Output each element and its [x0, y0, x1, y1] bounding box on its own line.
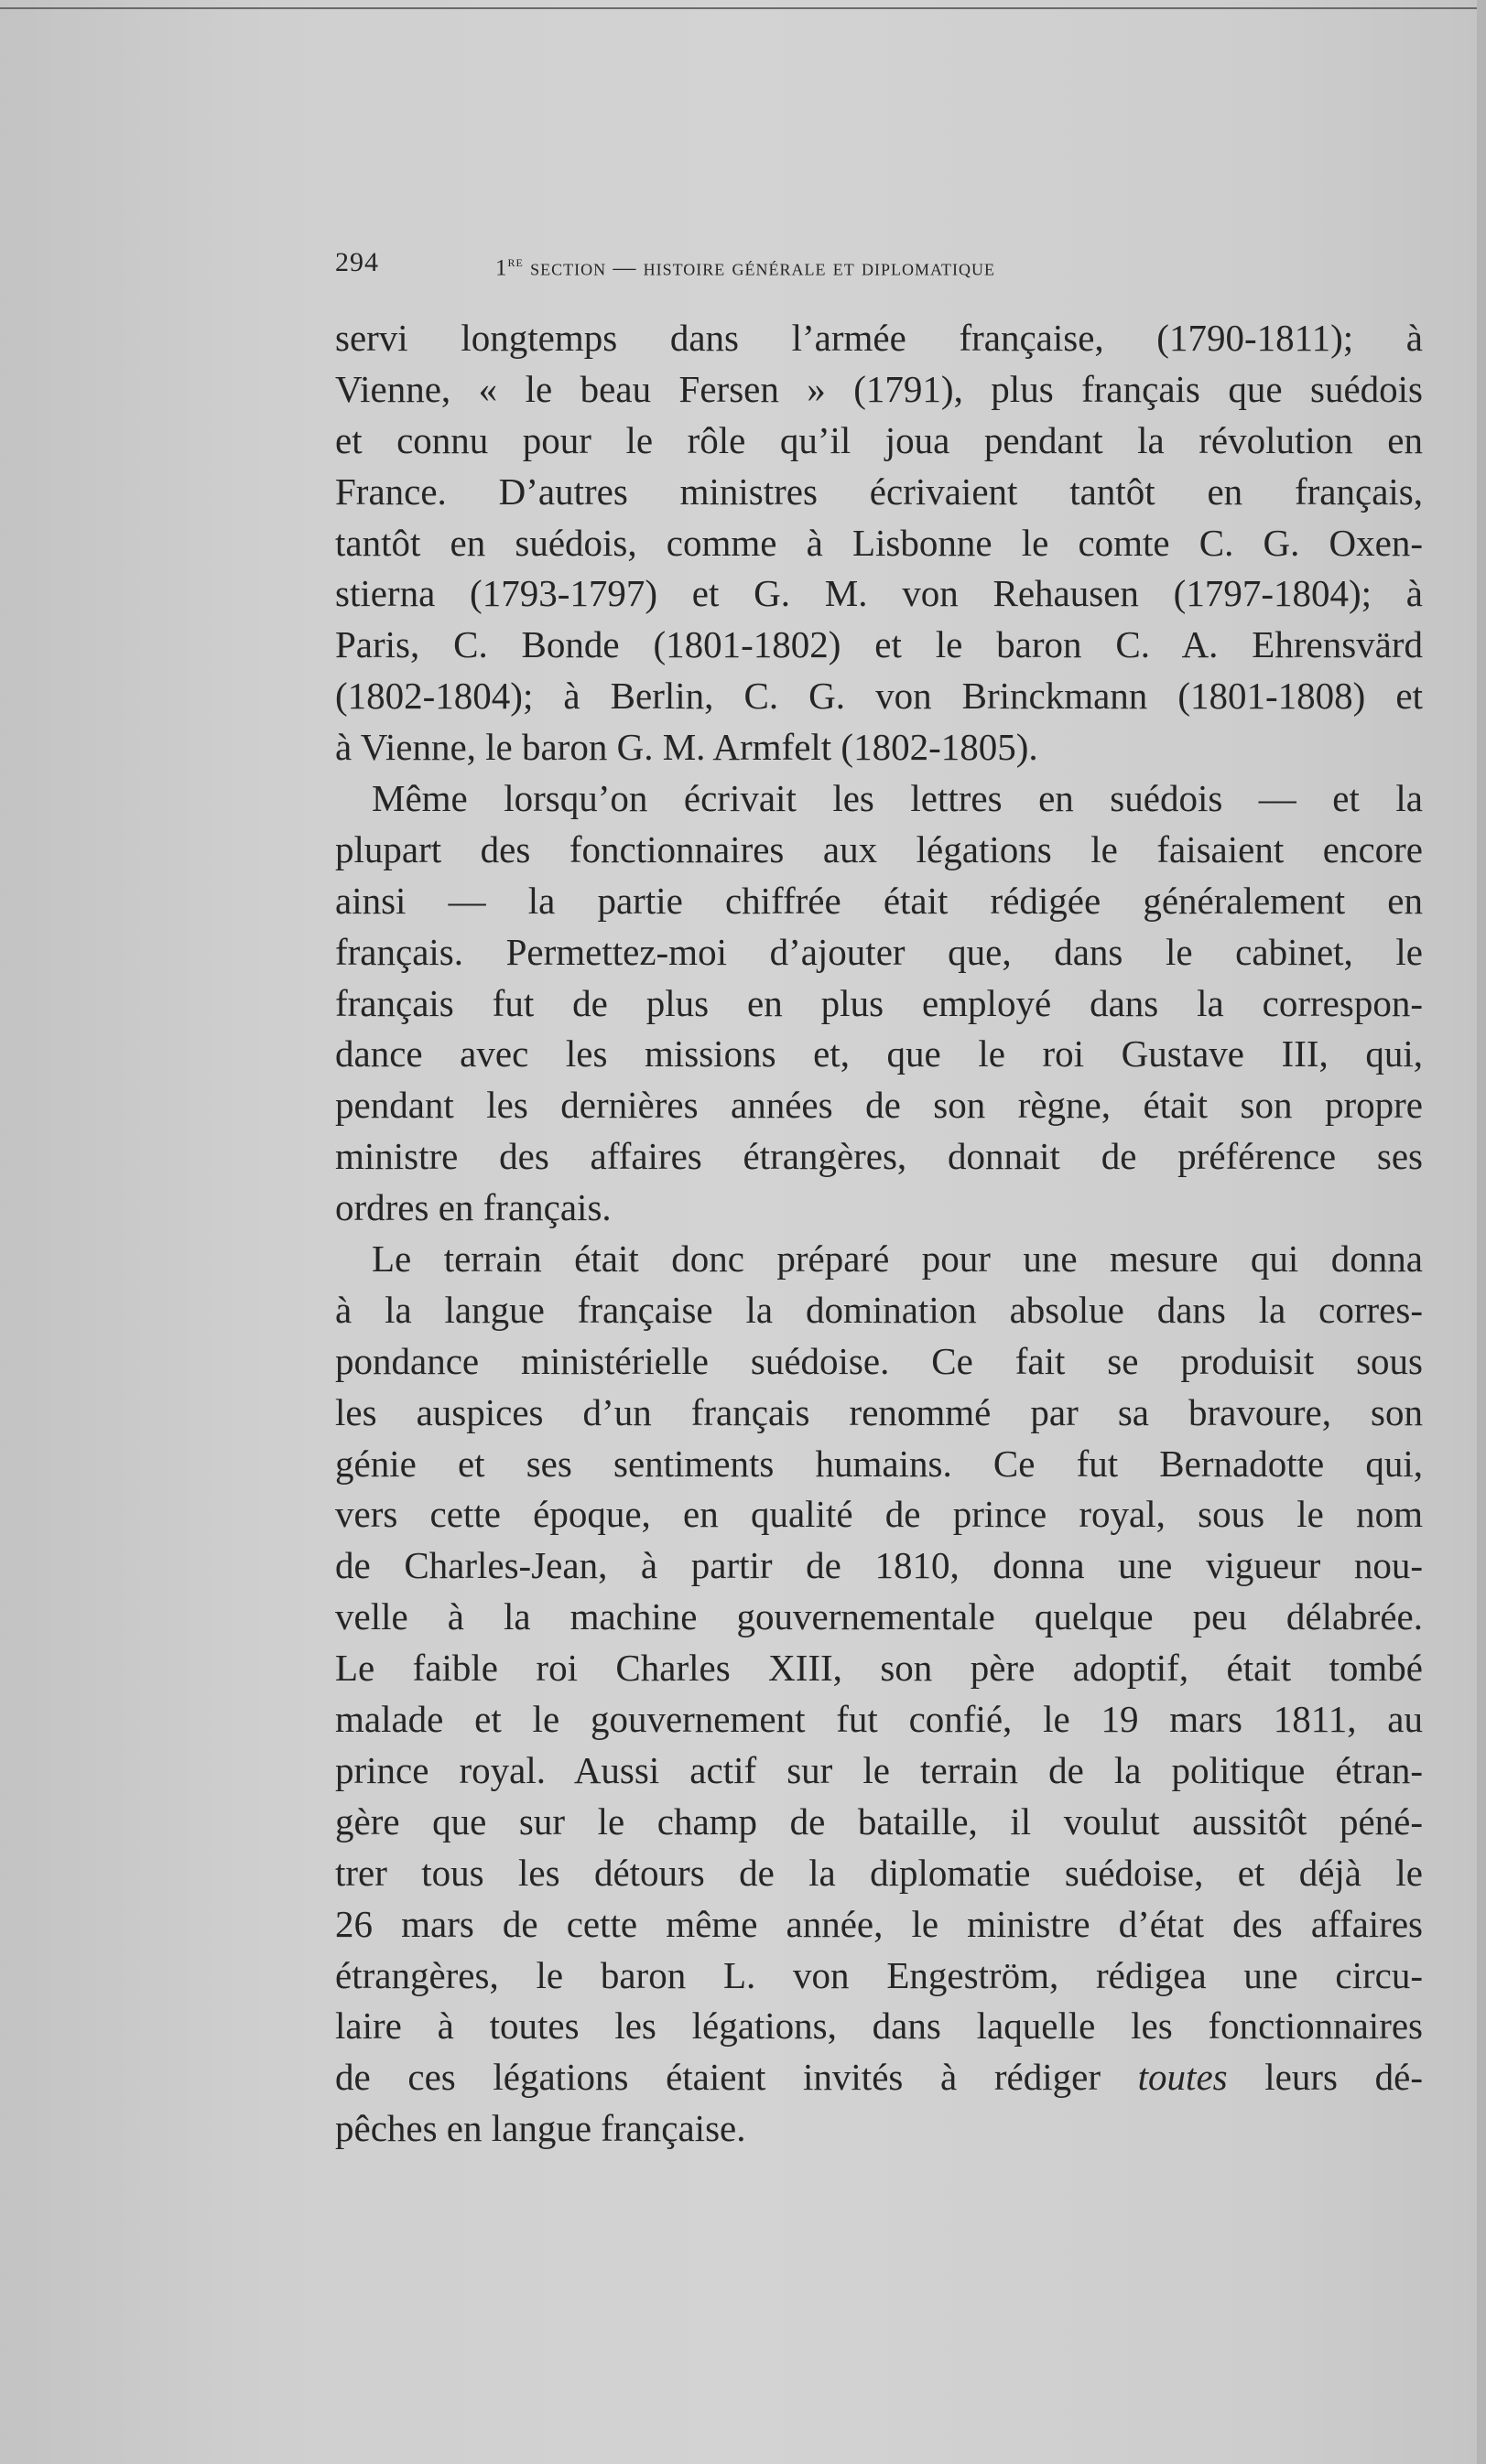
text-line: ministre des affaires étrangères, donnait de préférence ses [335, 1135, 1423, 1178]
text-line: pondance ministérielle suédoise. Ce fait se produisit sous [335, 1339, 1423, 1382]
italic-word: toutes [1137, 2056, 1228, 2099]
page-header [335, 247, 1425, 287]
text-line: et connu pour le rôle qu’il joua pendant la révolution en [335, 418, 1423, 461]
text-line: à Vienne, le baron G. M. Armfelt (1802-1805). [335, 726, 1038, 769]
page-number: 294 [335, 247, 379, 277]
page-edge [1477, 0, 1486, 2464]
text-line: dance avec les missions et, que le roi Gustave III, qui, [335, 1032, 1423, 1075]
text-line-with-italic [335, 2052, 1423, 2103]
section-ordinal-sup: re [507, 253, 524, 270]
text-segment: de ces légations étaient invités à rédiger [335, 2056, 1101, 2099]
text-line: Le faible roi Charles XIII, son père adoptif, était tombé [335, 1647, 1423, 1690]
text-line: français. Permettez-moi d’ajouter que, dans le cabinet, le [335, 930, 1423, 973]
text-line: laire à toutes les légations, dans laquelle les fonctionnaires [335, 2005, 1423, 2048]
text-line: vers cette époque, en qualité de prince royal, sous le nom [335, 1493, 1423, 1536]
text-line: trer tous les détours de la diplomatie suédoise, et déjà le [335, 1851, 1423, 1894]
text-line: ordres en français. [335, 1186, 612, 1229]
text-line: pêches en langue française. [335, 2107, 746, 2150]
paragraph-start-line: Même lorsqu’on écrivait les lettres en suédois — et la [372, 777, 1423, 820]
text-line: France. D’autres ministres écrivaient tantôt en français, [335, 470, 1423, 513]
text-line: prince royal. Aussi actif sur le terrain de la politique étran- [335, 1748, 1423, 1791]
body-text [335, 313, 1423, 2155]
text-line: de Charles-Jean, à partir de 1810, donna une vigueur nou- [335, 1544, 1423, 1587]
text-line: (1802-1804); à Berlin, C. G. von Brinckmann (1801-1808) et [335, 675, 1423, 718]
section-ordinal: 1 [495, 255, 508, 281]
text-line: à la langue française la domination absolue dans la corres- [335, 1288, 1423, 1331]
text-line: génie et ses sentiments humains. Ce fut Bernadotte qui, [335, 1442, 1423, 1485]
text-line: stierna (1793-1797) et G. M. von Rehausen (1797-1804); à [335, 572, 1423, 615]
text-line: servi longtemps dans l’armée française, (1790-1811); à [335, 317, 1423, 359]
text-line: étrangères, le baron L. von Engeström, rédigea une circu- [335, 1953, 1423, 1996]
text-line: les auspices d’un français renommé par sa bravoure, son [335, 1390, 1423, 1433]
text-line: ainsi — la partie chiffrée était rédigée généralement en [335, 879, 1423, 922]
text-line: malade et le gouvernement fut confié, le 19 mars 1811, au [335, 1698, 1423, 1741]
text-line: Vienne, « le beau Fersen » (1791), plus français que suédois [335, 367, 1423, 410]
text-line: français fut de plus en plus employé dans la correspon- [335, 981, 1423, 1024]
text-line: Paris, C. Bonde (1801-1802) et le baron C. A. Ehrensvärd [335, 623, 1423, 666]
text-line: 26 mars de cette même année, le ministre d’état des affaires [335, 1902, 1423, 1945]
top-rule [0, 7, 1486, 9]
text-line: tantôt en suédois, comme à Lisbonne le comte C. G. Oxen- [335, 521, 1423, 564]
running-title-text: section — histoire générale et diplomatique [530, 255, 995, 281]
text-line: velle à la machine gouvernementale quelque peu délabrée. [335, 1595, 1423, 1638]
text-line: gère que sur le champ de bataille, il voulut aussitôt péné- [335, 1799, 1423, 1843]
text-segment: leurs dé- [1264, 2056, 1423, 2099]
paragraph-start-line: Le terrain était donc préparé pour une mesure qui donna [372, 1237, 1423, 1281]
text-line: pendant les dernières années de son règne, était son propre [335, 1084, 1423, 1127]
text-line: plupart des fonctionnaires aux légations le faisaient encore [335, 827, 1423, 870]
running-title [495, 253, 995, 281]
